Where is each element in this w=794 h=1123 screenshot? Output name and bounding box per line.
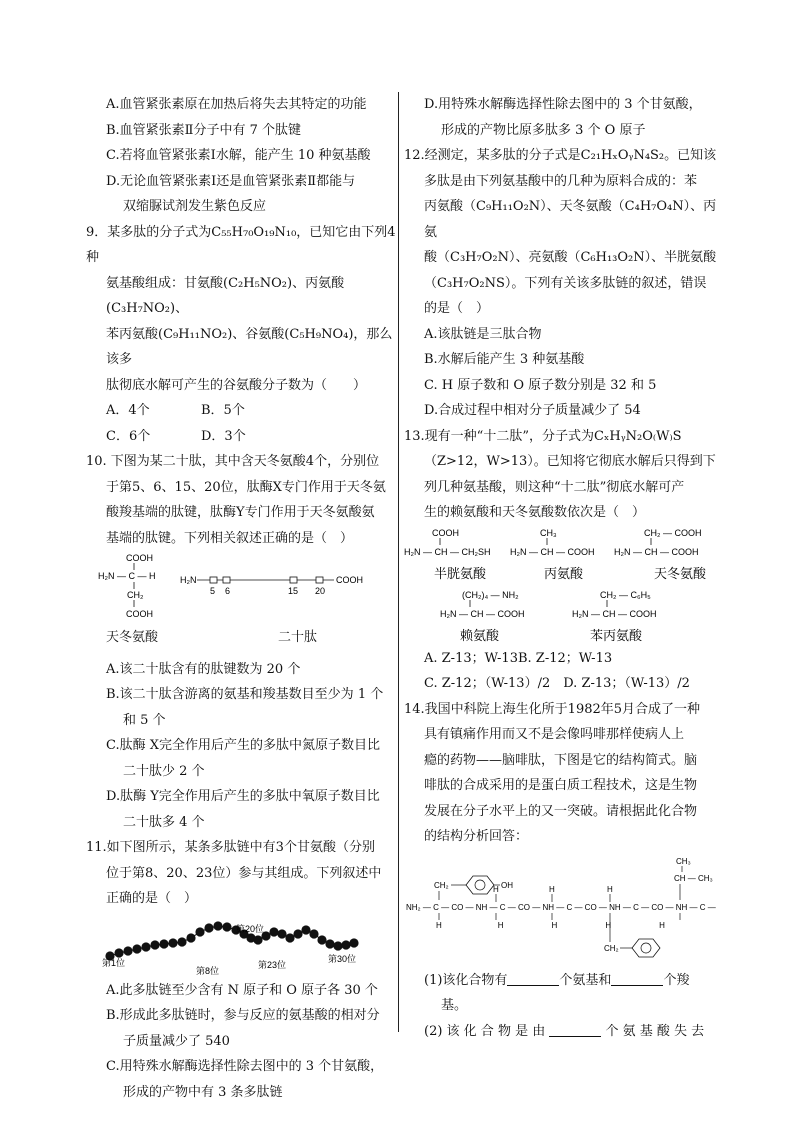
q11-option-d: D.用特殊水解酶选择性除去图中的 3 个甘氨酸，	[424, 97, 702, 112]
residue-5-box	[210, 577, 217, 583]
pos-6: 6	[225, 586, 231, 596]
amino-acid-bead	[132, 944, 141, 953]
q13-figure	[404, 526, 718, 646]
q9-options-row2	[86, 424, 396, 450]
name-phenylalanine: 苯丙氨酸	[590, 627, 643, 643]
amino-acid-bead	[141, 942, 150, 951]
q9-line: 肽彻底水解可产生的谷氨酸分子数为（ ）	[106, 377, 367, 393]
amino-acid-bead	[309, 929, 318, 938]
q12-line: 酸（C₃H₇O₂N）、亮氨酸（C₆H₁₃O₂N）、半胱氨酸	[424, 250, 717, 265]
amino-acid-bead	[293, 929, 302, 938]
q12-line: （C₃H₇O₂NS）。下列有关该多肽链的叙述，错误	[424, 275, 707, 291]
q10-figure-labels	[86, 625, 396, 651]
q14-sub1-d: 基。	[441, 998, 468, 1013]
q14-sub1	[404, 968, 718, 994]
q11-line: 11.如下图所示，某条多肽链中有3个甘氨酸（分别	[86, 840, 375, 855]
q10-structure-svg	[86, 551, 396, 625]
q10-option-b-cont: 和 5 个	[123, 712, 166, 728]
q13-line: 生的赖氨酸和天冬氨酸数依次是（ ）	[424, 505, 646, 520]
amino-acid-bead	[213, 921, 222, 930]
amino-acid-bead	[269, 927, 278, 936]
amino-acid-bead	[253, 935, 262, 944]
amino-acid-bead	[186, 933, 195, 942]
q11-option-c-cont: 形成的产物中有 3 条多肽链	[123, 1084, 283, 1100]
enkephalin-h-row: H H H H H	[436, 920, 665, 930]
name-alanine: 丙氨酸	[544, 565, 584, 581]
q10-line: 酸羧基端的肽键，肽酶Y专门作用于天冬氨酸氨	[106, 505, 375, 520]
amino-acid-bead	[150, 940, 159, 949]
asp-ch2-cooh: CH₂ — COOH	[644, 527, 702, 538]
name-lysine: 赖氨酸	[460, 627, 500, 643]
q14-sub2-a: (2) 该 化 合 物 是 由	[424, 1023, 546, 1039]
q13-line: 13.现有一种“十二肽”，分子式为CₓHᵧN₂O₍W₎S	[404, 428, 682, 444]
amino-acid-bead	[177, 937, 186, 946]
lys-main: H₂N — CH — COOH	[440, 608, 525, 619]
phe-benzene-ring	[632, 939, 660, 957]
amino-acid-bead	[159, 939, 168, 948]
q9-options-row1	[86, 398, 396, 424]
q14-sub2-b: 个 氨 基 酸 失 去	[605, 1023, 705, 1039]
asp-cooh-top: COOH	[126, 553, 153, 563]
label-pos-8: 第8位	[196, 965, 220, 976]
answer-blank-count[interactable]	[549, 1022, 601, 1037]
q10-option-d-cont: 二十肽多 4 个	[123, 814, 205, 830]
tyr-benzene-ring	[466, 876, 494, 894]
q14-figure	[404, 850, 718, 968]
q8-option-a: A.血管紧张素原在加热后将失去其特定的功能	[106, 97, 367, 112]
ala-main: H₂N — CH — COOH	[510, 546, 595, 557]
q11-option-b: B.形成此多肽链时，参与反应的氨基酸的相对分	[106, 1008, 380, 1023]
q14-line: 14.我国中科院上海生化所于1982年5月合成了一种	[404, 701, 701, 717]
q14-sub2	[404, 1019, 718, 1045]
lys-side: (CH₂)₄ — NH₂	[462, 589, 519, 600]
q14-line: 瘾的药物——脑啡肽，下图是它的结构简式。脑	[424, 752, 698, 768]
label-pos-23: 第23位	[258, 959, 287, 970]
q11-chain-svg	[86, 912, 396, 978]
amino-acid-bead	[301, 925, 310, 934]
q10-option-a: A.该二十肽含有的肽键数为 20 个	[106, 661, 301, 677]
q12-option-a: A.该肽链是三肽合物	[424, 326, 542, 342]
cys-main: H₂N — CH — CH₂SH	[404, 546, 491, 557]
tyr-ch2: CH₂	[434, 880, 449, 890]
gly2-h-top: H	[549, 884, 555, 894]
pos-5: 5	[210, 586, 216, 596]
asp-main: H₂N — CH — COOH	[614, 546, 699, 557]
q11-option-c: C.用特殊水解酶选择性除去图中的 3 个甘氨酸，	[106, 1059, 384, 1074]
q14-sub1-a: (1)该化合物有	[424, 972, 508, 988]
q9-option-a: A．4个	[106, 403, 150, 418]
q10-line: 于第5、6、15、20位，肽酶X专门作用于天冬氨	[106, 479, 386, 495]
answer-blank-amino[interactable]	[507, 971, 559, 986]
amino-acid-bead	[114, 948, 123, 957]
phe-main: H₂N — CH — COOH	[572, 608, 657, 619]
amino-acid-bead	[285, 933, 294, 942]
q10-line: 10. 下图为某二十肽，其中含天冬氨酸4个，分别位	[86, 454, 380, 469]
phe-h-top: H	[607, 884, 613, 894]
q13-options-row2: C. Z-12；（W-13）/2 D. Z-13；（W-13）/2	[424, 676, 690, 691]
leu-ch-ch3: CH — CH₃	[674, 873, 713, 883]
enkephalin-main-chain: NH₂ — C — CO — NH — C — CO — NH — C — CO — NH — C — CO — NH — C — COOH	[406, 902, 718, 912]
amino-acid-bead	[195, 927, 204, 936]
q12-line: 的是（ ）	[424, 301, 490, 316]
pos-15: 15	[288, 586, 299, 596]
q8-option-d: D.无论血管紧张素Ⅰ还是血管紧张素Ⅱ都能与	[106, 173, 356, 189]
peptide-cooh: COOH	[336, 575, 363, 585]
q9-line: 9．某多肽的分子式为C₅₅H₇₀O₁₉N₁₀，已知它由下列4种	[86, 224, 396, 265]
cys-cooh: COOH	[432, 527, 459, 538]
column-divider	[398, 92, 399, 1032]
amino-acid-bead	[168, 938, 177, 947]
label-aspartic-acid: 天冬氨酸	[106, 630, 159, 645]
q10-option-d: D.肽酶 Y完全作用后产生的多肽中氧原子数目比	[106, 789, 380, 804]
label-pos-1: 第1位	[102, 957, 126, 968]
q8-option-d-cont: 双缩脲试剂发生紫色反应	[123, 199, 267, 214]
label-pos-20: 第20位	[236, 923, 265, 934]
peptide-h2n: H₂N	[180, 575, 197, 585]
amino-acid-bead	[222, 922, 231, 931]
q12-option-d: D.合成过程中相对分子质量减少了 54	[424, 403, 641, 418]
q13-line: （Z>12，W>13）。已知将它彻底水解后只得到下	[424, 454, 716, 469]
amino-acid-bead	[204, 923, 213, 932]
q13-amino-acids-svg	[404, 526, 718, 646]
amino-acid-bead	[123, 946, 132, 955]
q8-option-c: C.若将血管紧张素Ⅰ水解，能产生 10 种氨基酸	[106, 148, 371, 163]
q12-option-c: C. H 原子数和 O 原子数分别是 32 和 5	[424, 377, 657, 393]
name-aspartic: 天冬氨酸	[654, 565, 707, 581]
q13-options-row1: A. Z-13；W-13B. Z-12；W-13	[424, 650, 613, 666]
q11-option-b-cont: 子质量减少了 540	[123, 1033, 230, 1049]
asp-h2n-c-h: H₂N — C — H	[98, 571, 156, 581]
residue-15-box	[290, 577, 297, 583]
q14-sub1-c: 个羧	[663, 972, 690, 988]
leu-ch3: CH₃	[676, 856, 691, 866]
q9-option-c: C．6个	[106, 428, 151, 444]
q11-line: 正确的是（ ）	[106, 891, 198, 906]
amino-acid-bead	[277, 929, 286, 938]
q12-line: 多肽是由下列氨基酸中的几种为原料合成的：苯	[424, 173, 698, 189]
q9-option-d: D．3个	[201, 428, 246, 444]
left-column	[86, 92, 396, 1105]
q11-option-d-cont: 形成的产物比原多肽多 3 个 O 原子	[441, 122, 646, 138]
amino-acid-bead	[317, 935, 326, 944]
q9-line: 苯丙氨酸(C₉H₁₁NO₂)、谷氨酸(C₅H₉NO₄)，那么该多	[106, 326, 393, 367]
q9-line: 氨基酸组成：甘氨酸(C₂H₅NO₂)、丙氨酸(C₃H₇NO₂)、	[106, 275, 345, 316]
q10-line: 基端的肽键。下列相关叙述正确的是（ ）	[106, 530, 354, 546]
asp-ch2: CH₂	[127, 590, 144, 600]
phe-side: CH₂ — C₆H₅	[600, 589, 651, 600]
amino-acid-bead	[341, 940, 350, 949]
q10-figure	[86, 551, 396, 625]
amino-acid-bead	[333, 941, 342, 950]
q10-option-c: C.肽酶 X完全作用后产生的多肽中氮原子数目比	[106, 738, 381, 753]
residue-6-box	[223, 577, 230, 583]
name-cysteine: 半胱氨酸	[434, 565, 487, 581]
q11-option-a: A.此多肽链至少含有 N 原子和 O 原子各 30 个	[106, 982, 378, 998]
label-pos-30: 第30位	[328, 953, 357, 964]
q14-line: 具有镇痛作用而又不是会像吗啡那样使病人上	[424, 727, 685, 742]
ala-ch3: CH₃	[540, 527, 557, 538]
q14-line: 啡肽的合成采用的是蛋白质工程技术，这是生物	[424, 778, 698, 793]
gly1-h-top: H	[493, 884, 499, 894]
q12-line: 丙氨酸（C₉H₁₁O₂N）、天冬氨酸（C₄H₇O₄N）、丙氨	[424, 199, 717, 240]
q8-option-b: B.血管紧张素Ⅱ分子中有 7 个肽键	[106, 122, 302, 138]
q11-figure	[86, 912, 396, 978]
q10-option-b: B.该二十肽含游离的氨基和羧基数目至少为 1 个	[106, 687, 384, 702]
q14-line: 的结构分析回答：	[424, 829, 529, 844]
pos-20: 20	[315, 586, 326, 596]
q12-option-b: B.水解后能产生 3 种氨基酸	[424, 352, 585, 367]
tyr-oh: OH	[501, 880, 513, 890]
enkephalin-structure-svg	[404, 850, 718, 968]
amino-acid-bead	[349, 938, 358, 947]
right-column	[404, 92, 718, 1044]
answer-blank-carboxyl[interactable]	[611, 971, 663, 986]
q10-option-c-cont: 二十肽少 2 个	[123, 763, 205, 779]
q14-line: 发展在分子水平上的又一突破。请根据此化合物	[424, 803, 698, 819]
q13-line: 列几种氨基酸，则这种“十二肽”彻底水解可产	[424, 479, 685, 495]
residue-20-box	[316, 577, 323, 583]
amino-acid-bead	[325, 939, 334, 948]
q12-line: 12.经测定，某多肽的分子式是C₂₁HₓOᵧN₄S₂。已知该	[404, 148, 717, 163]
phe-ch2: CH₂	[604, 943, 619, 953]
q11-line: 位于第8、20、23位）参与其组成。下列叙述中	[106, 865, 382, 881]
q14-sub1-b: 个氨基和	[559, 972, 612, 988]
asp-cooh-bottom: COOH	[126, 609, 153, 619]
label-icosapeptide: 二十肽	[278, 630, 318, 645]
q9-option-b: B．5个	[201, 403, 245, 418]
